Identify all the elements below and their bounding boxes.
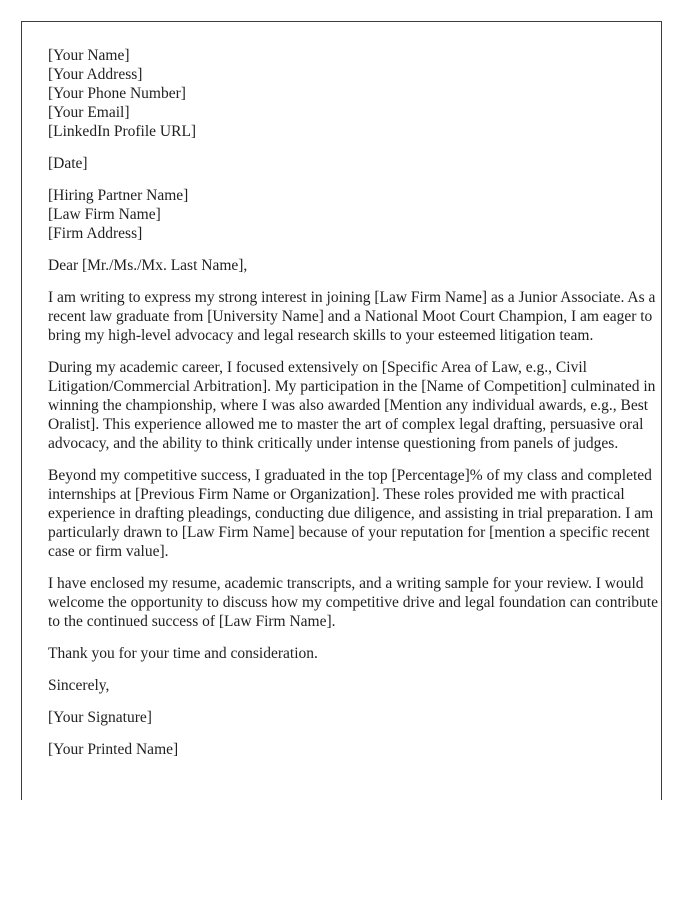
recipient-law-firm-line: [Law Firm Name]	[48, 206, 161, 223]
date-line: [Date]	[48, 155, 88, 172]
sender-linkedin-line: [LinkedIn Profile URL]	[48, 123, 197, 140]
sender-address-line: [Your Address]	[48, 66, 143, 83]
signature-placeholder-line: [Your Signature]	[48, 709, 152, 726]
recipient-firm-address-line: [Firm Address]	[48, 225, 143, 242]
body-paragraph-enclosures: I have enclosed my resume, academic transcripts, and a writing sample for your review. I would welcome the opportunity to discuss how my competitive drive and legal foundation can contribute to the continued success of [Law Firm Name].	[48, 575, 658, 630]
letter-body	[48, 46, 660, 772]
letter-page	[21, 21, 662, 800]
salutation-line: Dear [Mr./Ms./Mx. Last Name],	[48, 257, 248, 274]
sender-email-line: [Your Email]	[48, 104, 130, 121]
body-paragraph-experience: Beyond my competitive success, I graduated in the top [Percentage]% of my class and completed internships at [Previous Firm Name or Organization]. These roles provided me with practical experience in drafting pleadings, conducting due diligence, and assisting in trial preparation. I am particularly drawn to [Law Firm Name] because of your reputation for [mention a specific recent case or firm value].	[48, 467, 654, 560]
printed-name-line: [Your Printed Name]	[48, 741, 179, 758]
sender-phone-line: [Your Phone Number]	[48, 85, 186, 102]
sender-block	[48, 46, 660, 141]
body-paragraph-academic: During my academic career, I focused extensively on [Specific Area of Law, e.g., Civil Litigation/Commercial Arbitration]. My participation in the [Name of Competition] culminated in winning the championship, where I was also awarded [Mention any individual awards, e.g., Best Oralist]. This experience allowed me to master the art of complex legal drafting, persuasive oral advocacy, and the ability to think critically under intense questioning from panels of judges.	[48, 359, 656, 452]
thank-you-line: Thank you for your time and consideration.	[48, 645, 318, 662]
recipient-block	[48, 186, 660, 243]
sender-name-line: [Your Name]	[48, 47, 130, 64]
recipient-hiring-partner-line: [Hiring Partner Name]	[48, 187, 189, 204]
closing-line: Sincerely,	[48, 677, 110, 694]
body-paragraph-intro: I am writing to express my strong interest in joining [Law Firm Name] as a Junior Associate. As a recent law graduate from [University Name] and a National Moot Court Champion, I am eager to bring my high-level advocacy and legal research skills to your esteemed litigation team.	[48, 289, 656, 344]
